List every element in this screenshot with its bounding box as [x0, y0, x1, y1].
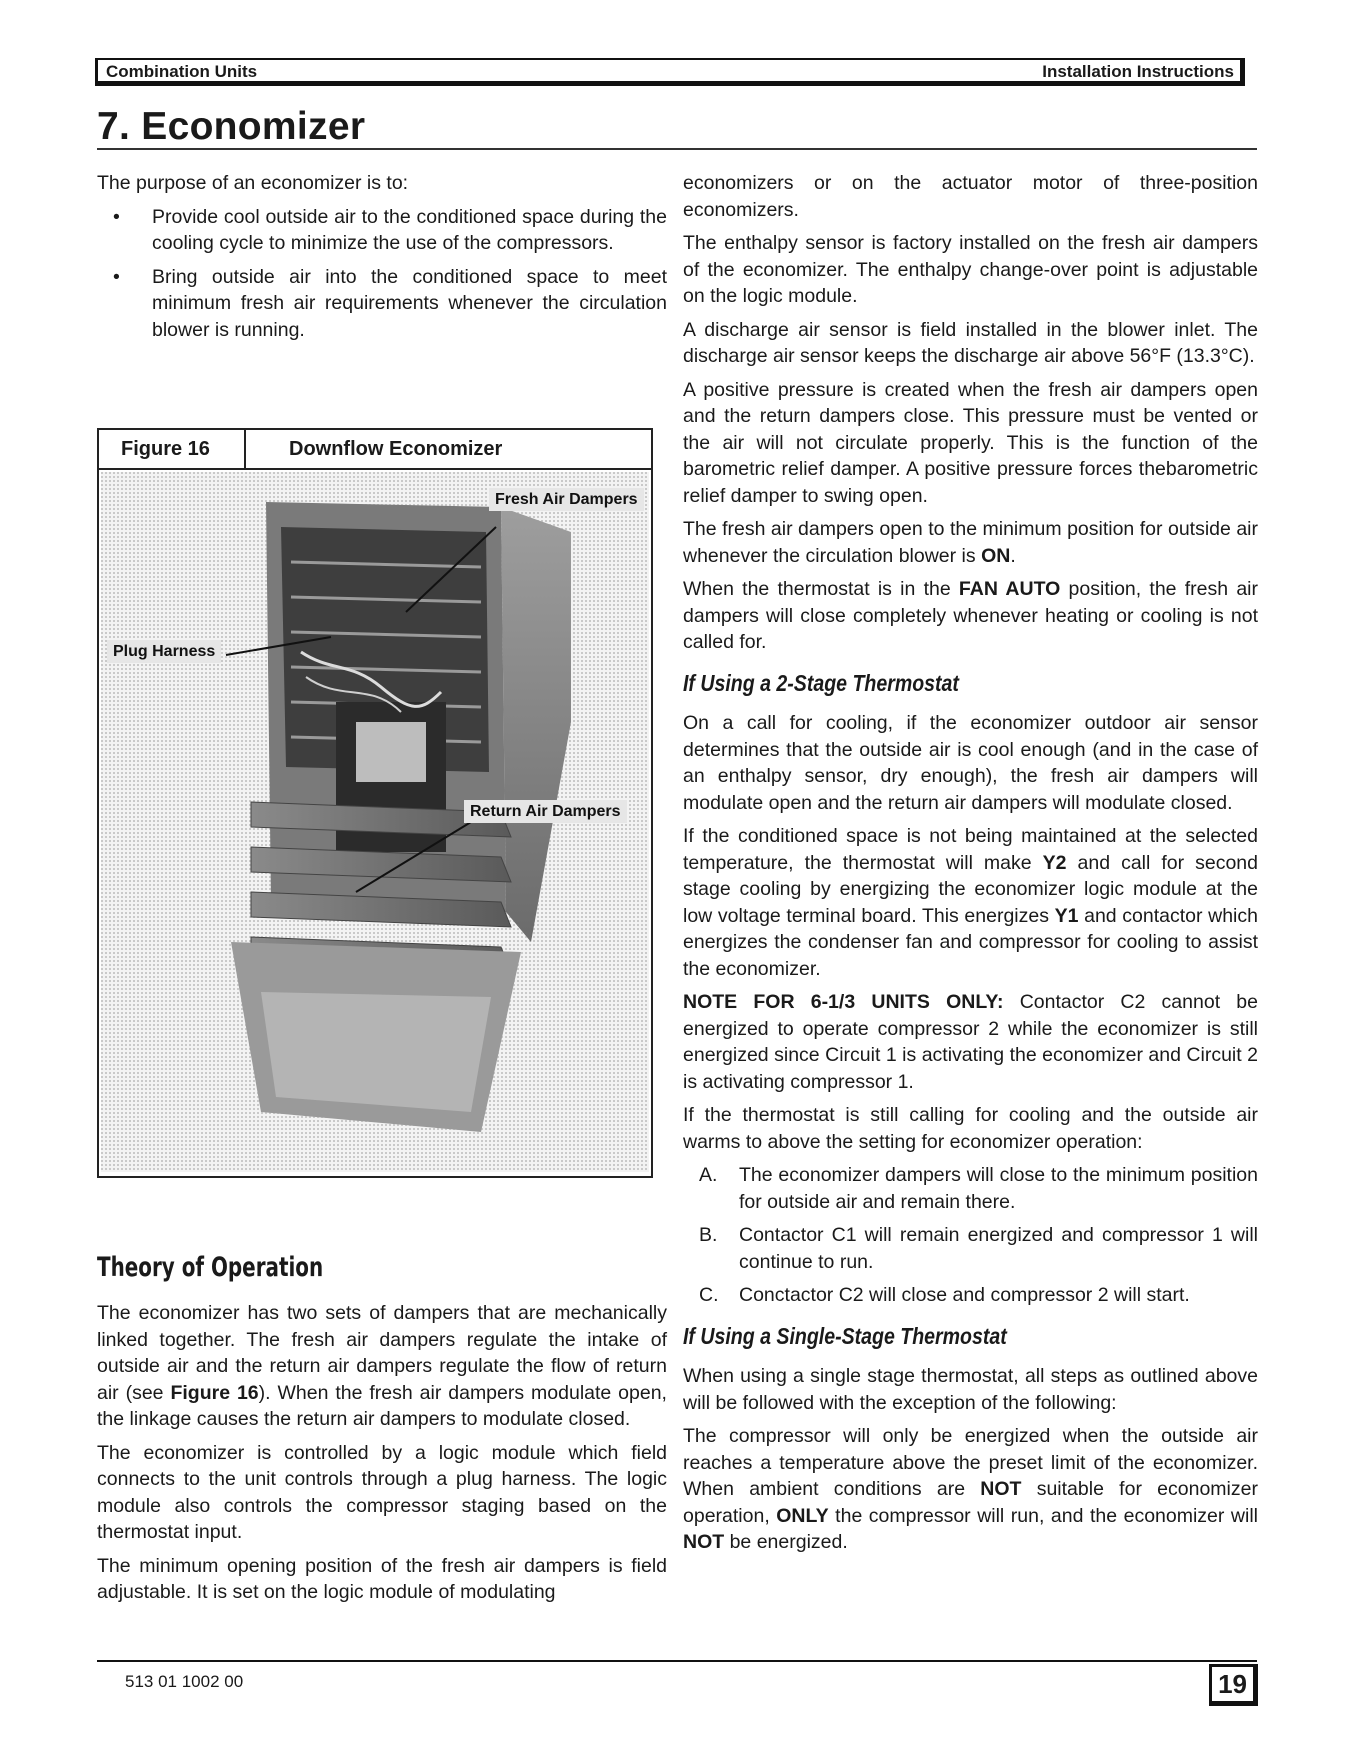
header-right-text: Installation Instructions	[1042, 62, 1234, 81]
figure-16	[97, 428, 653, 1178]
theory-heading: Theory of Operation	[97, 1252, 324, 1283]
right-paragraph: economizers or on the actuator motor of three-position economizers.	[683, 172, 1258, 221]
purpose-item: • Bring outside air into the conditioned space to meet minimum fresh air requirements whenever the circulation blower is running.	[97, 264, 667, 344]
right-paragraph: When using a single stage thermostat, all steps as outlined above will be followed with the exception of the following:	[683, 1365, 1258, 1414]
right-paragraph: If the conditioned space is not being maintained at the selected temperature, the thermostat will make Y2 and call for second stage cooling by energizing the economizer logic module at the low voltage terminal board. This energizes Y1 and contactor which energizes the condenser fan and compressor for cooling to assist the economizer.	[683, 825, 1258, 980]
running-header	[95, 58, 1245, 86]
document-number: 513 01 1002 00	[125, 1672, 244, 1691]
step-item: B. Contactor C1 will remain energized and compressor 1 will continue to run.	[699, 1224, 1258, 1273]
right-column	[683, 170, 1258, 1563]
two-stage-heading: If Using a 2-Stage Thermostat	[683, 669, 959, 696]
right-paragraph: The fresh air dampers open to the minimum position for outside air whenever the circulation blower is ON.	[683, 518, 1258, 567]
theory-paragraph-1: The economizer has two sets of dampers that are mechanically linked together. The fresh air dampers regulate the intake of outside air and the return air dampers regulate the flow of return air (see Figure 16). When the fresh air dampers modulate open, the linkage causes the return air dampers to modulate closed.	[97, 1302, 667, 1430]
footer-rule	[97, 1660, 1257, 1662]
theory-column	[97, 1300, 667, 1613]
section-title: 7. Economizer	[97, 105, 366, 148]
figure-caption	[99, 430, 651, 470]
header-left-text: Combination Units	[106, 62, 258, 81]
right-paragraph: On a call for cooling, if the economizer outdoor air sensor determines that the outside air is cool enough (and in the case of an enthalpy sensor, dry enough), the fresh air dampers will modulate open and the return air dampers will modulate closed.	[683, 712, 1258, 814]
figure-number: Figure 16	[99, 430, 246, 468]
figure-title: Downflow Economizer	[289, 438, 503, 460]
fresh-air-dampers-callout: Fresh Air Dampers	[489, 488, 644, 511]
right-paragraph: The enthalpy sensor is factory installed on the fresh air dampers of the economizer. The enthalpy change-over point is adjustable on the logic module.	[683, 232, 1258, 307]
warm-air-steps-list	[683, 1162, 1258, 1309]
step-item: C. Conctactor C2 will close and compressor 2 will start.	[699, 1284, 1190, 1306]
theory-paragraph-3: The minimum opening position of the fresh air dampers is field adjustable. It is set on the logic module of modulating	[97, 1554, 667, 1603]
right-paragraph: If the thermostat is still calling for cooling and the outside air warms to above the setting for economizer operation:	[683, 1104, 1258, 1153]
intro-column	[97, 170, 667, 351]
single-stage-heading: If Using a Single-Stage Thermostat	[683, 1322, 1007, 1349]
page-number: 19	[1209, 1664, 1258, 1706]
right-paragraph: A positive pressure is created when the fresh air dampers open and the return dampers close. This pressure must be vented or the air will not circulate properly. This is the function of the barometric relief damper. A positive pressure forces thebarometric relief damper to swing open.	[683, 378, 1258, 507]
right-paragraph: The compressor will only be energized when the outside air reaches a temperature above the preset limit of the economizer. When ambient conditions are NOT suitable for economizer operation, ONLY the compressor will run, and the economizer will NOT be energized.	[683, 1425, 1258, 1553]
intro-lead: The purpose of an economizer is to:	[97, 172, 409, 194]
plug-harness-callout: Plug Harness	[107, 640, 221, 663]
right-paragraph: When the thermostat is in the FAN AUTO position, the fresh air dampers will close completely whenever heating or cooling is not called for.	[683, 578, 1259, 653]
right-paragraph: A discharge air sensor is field installed in the blower inlet. The discharge air sensor keeps the discharge air above 56°F (13.3°C).	[683, 318, 1258, 367]
purpose-list	[97, 204, 667, 344]
return-air-dampers-callout: Return Air Dampers	[464, 800, 627, 823]
title-rule	[97, 148, 1257, 150]
note-paragraph: NOTE FOR 6-1/3 UNITS ONLY: Contactor C2 cannot be energized to operate compressor 2 while the economizer is still energized since Circuit 1 is activating the economizer and Circuit 2 is activating compressor 1.	[683, 991, 1258, 1093]
theory-paragraph-2: The economizer is controlled by a logic module which field connects to the unit controls through a plug harness. The logic module also controls the compressor staging based on the thermostat input.	[97, 1441, 667, 1543]
purpose-item: • Provide cool outside air to the conditioned space during the cooling cycle to minimize the use of the compressors.	[97, 204, 667, 257]
step-item: A. The economizer dampers will close to the minimum position for outside air and remain there.	[699, 1164, 1258, 1213]
